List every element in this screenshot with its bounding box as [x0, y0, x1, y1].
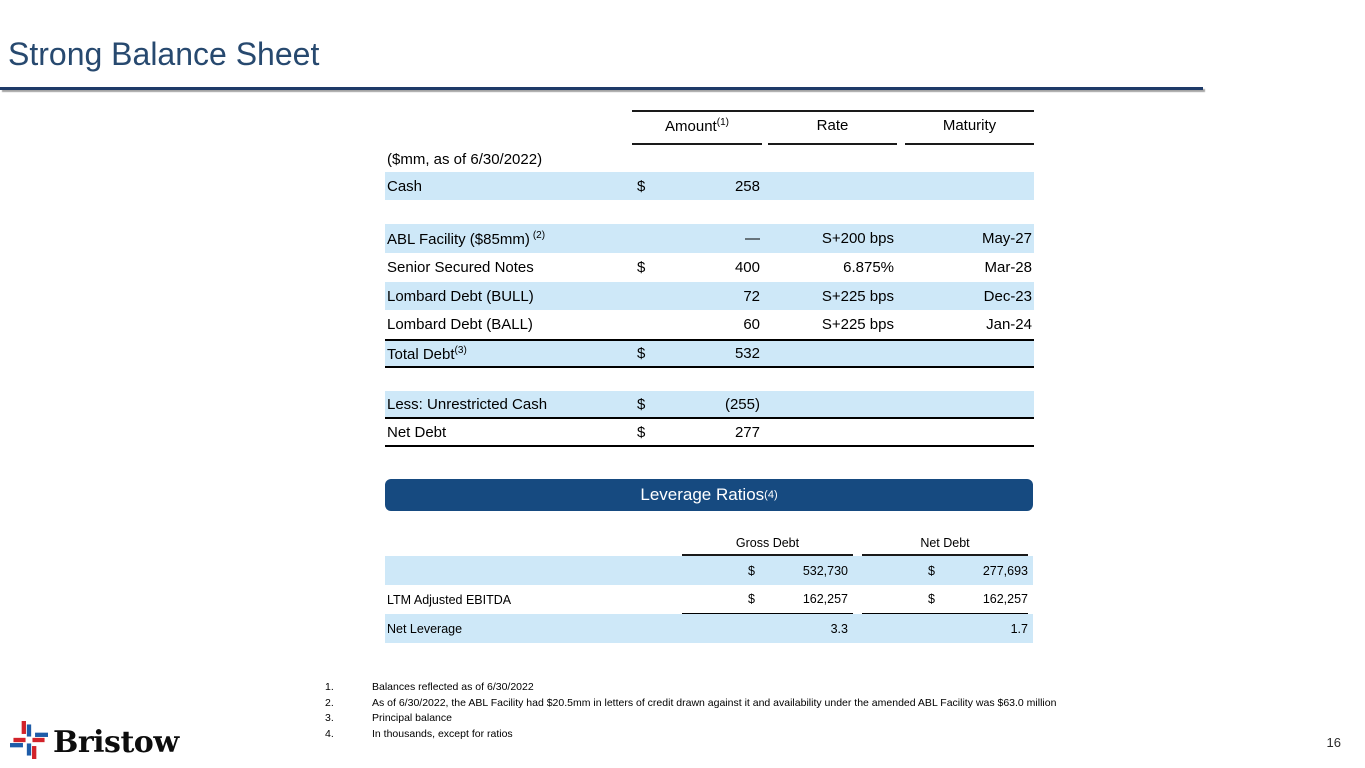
balance-table-header — [385, 110, 1034, 146]
maturity-value: Mar-28 — [984, 259, 1032, 276]
rate-value: S+200 bps — [821, 230, 894, 247]
column-header-maturity: Maturity — [942, 117, 997, 134]
gross-debt-value: 532,730 — [802, 563, 848, 578]
column-header-gross-debt: Gross Debt — [735, 536, 800, 550]
table-row-lombard-ball — [385, 310, 1034, 339]
banner-label: Leverage Ratios — [640, 485, 765, 504]
column-header-net-debt: Net Debt — [920, 536, 970, 550]
footnote-number: 4. — [325, 727, 334, 740]
dollar-sign: $ — [928, 592, 935, 606]
amount-header-label: Amount — [665, 118, 717, 135]
maturity-header-underline — [905, 143, 1034, 145]
leverage-row-ltm-adjusted-ebitda — [385, 585, 1033, 614]
table-row-less-unrestricted-cash — [385, 391, 1034, 419]
gross-debt-cell — [682, 556, 853, 585]
rotor-pinwheel-icon — [10, 718, 48, 767]
net-debt-value: 1.7 — [1010, 621, 1028, 636]
row-label — [385, 230, 632, 248]
row-label: Cash — [387, 177, 423, 195]
amount-value: (255) — [724, 395, 760, 413]
gross-debt-cell — [682, 614, 853, 643]
footnote-3 — [325, 711, 1117, 727]
net-debt-cell — [862, 614, 1028, 643]
table-row-total-debt — [385, 339, 1034, 368]
row-label: Lombard Debt (BALL) — [387, 316, 533, 333]
leverage-table-header — [385, 534, 1033, 556]
amount-header-footnote-ref: (1) — [716, 117, 729, 128]
column-header-amount — [632, 117, 762, 135]
header-top-rule — [632, 110, 1034, 112]
row-label: LTM Adjusted EBITDA — [387, 592, 512, 607]
row-label-text: ABL Facility ($85mm) — [387, 230, 530, 248]
footnote-ref: (2) — [532, 229, 546, 241]
amount-value: 277 — [734, 423, 760, 441]
dollar-sign: $ — [637, 423, 646, 441]
row-label: Net Debt — [387, 423, 447, 441]
net-debt-value: 277,693 — [982, 563, 1028, 578]
leverage-row-debt — [385, 556, 1033, 585]
maturity-value: Dec-23 — [983, 287, 1032, 305]
gross-debt-value: 3.3 — [830, 621, 848, 636]
footnote-ref: (3) — [454, 344, 467, 356]
amount-value: 72 — [743, 287, 760, 305]
dollar-sign: $ — [928, 563, 935, 578]
dollar-sign: $ — [637, 345, 646, 362]
table-row-lombard-bull — [385, 282, 1034, 310]
balance-sheet-table — [385, 110, 1034, 447]
gross-debt-header-underline — [682, 554, 853, 556]
leverage-table — [385, 534, 1033, 643]
net-debt-header-underline — [862, 554, 1028, 556]
column-header-rate: Rate — [816, 117, 849, 134]
net-debt-value: 162,257 — [982, 592, 1028, 606]
table-row-abl-facility — [385, 224, 1034, 253]
table-row-net-debt — [385, 419, 1034, 447]
leverage-row-net-leverage — [385, 614, 1033, 643]
blank-row — [385, 200, 1034, 224]
footnote-number: 3. — [325, 712, 334, 724]
table-row-senior-secured-notes — [385, 253, 1034, 282]
dollar-sign: $ — [748, 563, 755, 578]
maturity-value: Jan-24 — [986, 316, 1032, 333]
table-row-cash — [385, 172, 1034, 200]
row-label: Senior Secured Notes — [387, 259, 534, 276]
footnote-text: As of 6/30/2022, the ABL Facility had $20.5mm in letters of credit drawn against it and availability under the amended ABL Facility was $63.0 million — [372, 696, 1057, 709]
rate-value: S+225 bps — [821, 316, 894, 333]
amount-value: 532 — [734, 345, 760, 362]
unit-note: ($mm, as of 6/30/2022) — [387, 150, 543, 168]
page-number: 16 — [1326, 735, 1341, 750]
logo-wordmark: Bristow — [53, 725, 179, 760]
amount-value: 258 — [734, 177, 760, 195]
rate-value: 6.875% — [843, 259, 894, 276]
banner-footnote-ref: (4) — [764, 489, 778, 501]
amount-header-underline — [632, 143, 762, 145]
footnote-text: In thousands, except for ratios — [372, 727, 513, 740]
footnote-2 — [325, 696, 1117, 712]
row-label-text: Total Debt — [387, 345, 455, 363]
row-label: Net Leverage — [387, 621, 463, 636]
footnote-text: Balances reflected as of 6/30/2022 — [372, 681, 534, 693]
rate-header-underline — [768, 143, 897, 145]
gross-debt-value: 162,257 — [802, 592, 848, 606]
row-label: Lombard Debt (BULL) — [387, 287, 534, 305]
footnote-4 — [325, 727, 1117, 743]
footnotes — [325, 680, 1117, 742]
net-debt-cell — [862, 585, 1028, 614]
rate-value: S+225 bps — [821, 287, 894, 305]
dollar-sign: $ — [748, 592, 755, 606]
amount-value: 60 — [743, 316, 760, 333]
dollar-sign: $ — [637, 177, 646, 195]
footnote-text: Principal balance — [372, 712, 452, 724]
net-debt-cell — [862, 556, 1028, 585]
gross-debt-cell — [682, 585, 853, 614]
blank-row — [385, 368, 1034, 391]
title-divider — [0, 87, 1203, 90]
amount-value: — — [745, 230, 760, 247]
dollar-sign: $ — [637, 395, 646, 413]
amount-value: 400 — [734, 259, 760, 276]
unit-note-row — [385, 146, 1034, 172]
footnote-number: 1. — [325, 681, 334, 693]
dollar-sign: $ — [637, 259, 646, 276]
footnote-number: 2. — [325, 696, 334, 709]
footnote-1 — [325, 680, 1117, 696]
page-title: Strong Balance Sheet — [8, 36, 320, 72]
row-label — [385, 345, 632, 363]
maturity-value: May-27 — [981, 230, 1032, 247]
leverage-ratios-banner — [385, 479, 1033, 511]
row-label: Less: Unrestricted Cash — [387, 395, 548, 413]
bristow-logo — [10, 718, 179, 767]
